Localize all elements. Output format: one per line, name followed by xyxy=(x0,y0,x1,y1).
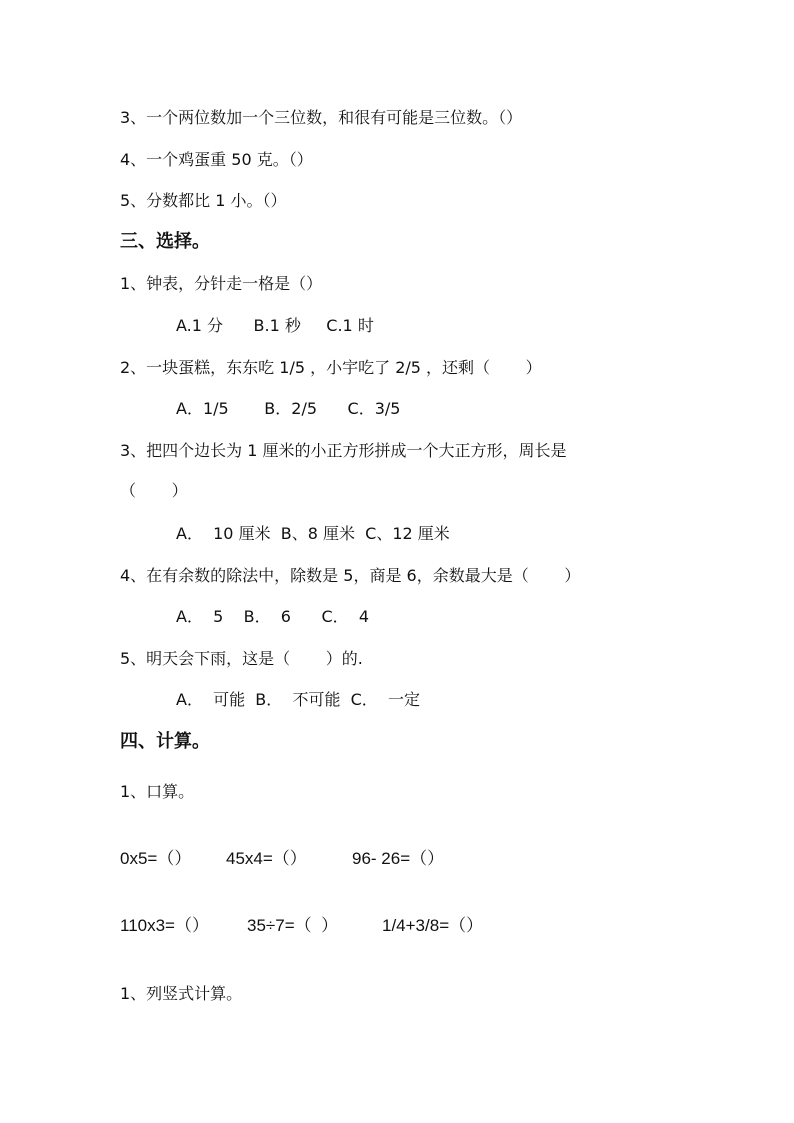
choice-options-4: A． 5 B． 6 C． 4 xyxy=(176,607,370,626)
oral-calc-label: 1、口算。 xyxy=(120,782,195,801)
choice-options-1: A.1 分 B.1 秒 C.1 时 xyxy=(176,316,374,335)
oral-calc-item: 0x5=（） xyxy=(120,849,192,868)
oral-calc-item: 45x4=（） xyxy=(226,849,307,868)
choice-options-5: A． 可能 B． 不可能 C． 一定 xyxy=(176,690,420,709)
oral-calc-item: 1/4+3/8=（） xyxy=(382,916,484,935)
judge-question-3: 3、一个两位数加一个三位数，和很有可能是三位数。（） xyxy=(120,108,523,127)
judge-question-5: 5、分数都比 1 小。（） xyxy=(120,191,287,210)
vertical-calc-label: 1、列竖式计算。 xyxy=(120,984,243,1003)
choice-options-3: A． 10 厘米 B、8 厘米 C、12 厘米 xyxy=(176,524,450,543)
choice-question-5: 5、明天会下雨，这是（ ）的. xyxy=(120,649,363,668)
choice-question-3-blank: （ ） xyxy=(120,481,188,500)
choice-question-1: 1、钟表，分针走一格是（） xyxy=(120,274,323,293)
choice-question-3: 3、把四个边长为 1 厘米的小正方形拼成一个大正方形，周长是 xyxy=(120,441,567,460)
oral-calc-item: 35÷7=（ ） xyxy=(247,916,339,935)
choice-question-4: 4、在有余数的除法中，除数是 5，商是 6，余数最大是（ ） xyxy=(120,566,581,585)
oral-calc-item: 110x3=（） xyxy=(120,916,209,935)
choice-options-2: A．1/5 B．2/5 C．3/5 xyxy=(176,399,401,418)
oral-calc-item: 96- 26=（） xyxy=(352,849,445,868)
section-heading-choose: 三、选择。 xyxy=(120,231,210,252)
choice-question-2: 2、一块蛋糕，东东吃 1/5 ，小宇吃了 2/5 ，还剩（ ） xyxy=(120,358,542,377)
section-heading-compute: 四、计算。 xyxy=(120,731,210,752)
judge-question-4: 4、一个鸡蛋重 50 克。（） xyxy=(120,150,313,169)
